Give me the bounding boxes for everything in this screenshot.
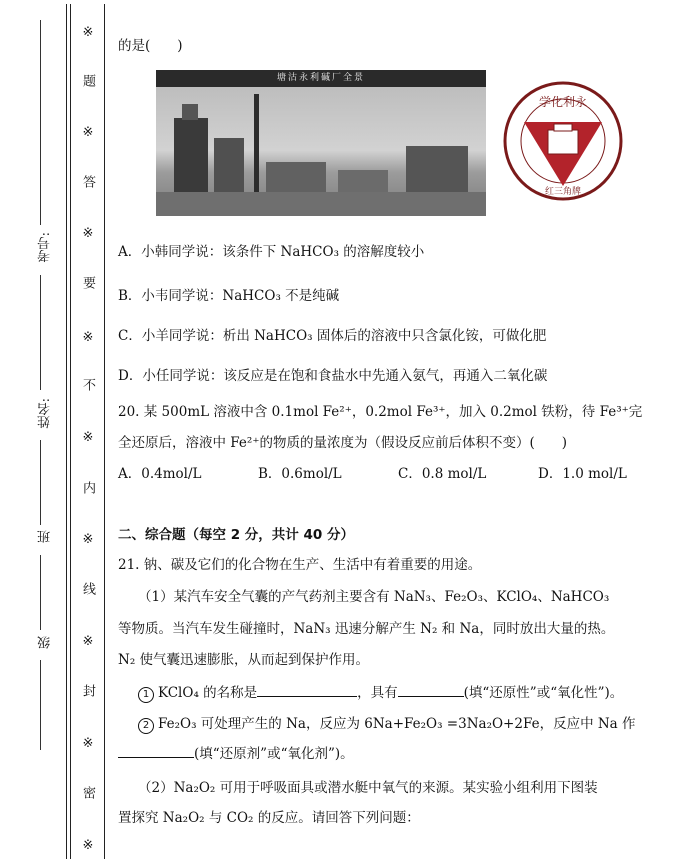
margin-mark: ※: [82, 330, 94, 345]
margin-mark: ※: [82, 532, 94, 547]
margin-mark: ※: [82, 634, 94, 649]
grade-line-top: [40, 555, 41, 630]
q21-part2-line1: （2）Na₂O₂ 可用于呼吸面具或潜水艇中氧气的来源。某实验小组利用下图装: [138, 780, 598, 796]
circled-number-1: 1: [138, 687, 154, 703]
q21-stem: 21. 钠、碳及它们的化合物在生产、生活中有着重要的用途。: [118, 557, 482, 573]
seal-char-yao: 要: [80, 276, 95, 289]
seal-char-nei: 内: [80, 481, 95, 494]
factory-tower-top: [182, 104, 198, 120]
q21-sub1: [138, 681, 623, 703]
answer-blank-na-role[interactable]: [118, 744, 194, 758]
seal-char-mi: 密: [80, 786, 95, 799]
question-intro-tail: 的是( ): [118, 38, 183, 54]
q21-sub1-text-b: ，具有: [357, 685, 398, 701]
class-line: [40, 440, 41, 525]
name-label: 姓名:: [38, 398, 53, 429]
margin-mark: ※: [82, 125, 94, 140]
margin-line-inner: [104, 4, 105, 859]
seal-char-ti: 题: [80, 74, 95, 87]
grade-line-bottom: [40, 660, 41, 750]
logo-bottom-text: 红三角牌: [544, 187, 582, 197]
q20-option-d: D．1.0 mol/L: [538, 466, 627, 482]
section-title: 二、综合题（每空 2 分，共计 40 分）: [118, 527, 354, 543]
margin-mark: ※: [82, 430, 94, 445]
option-c: C．小羊同学说：析出 NaHCO₃ 固体后的溶液中只含氯化铵，可做化肥: [118, 328, 547, 344]
q21-sub2-text-a: Fe₂O₃ 可处理产生的 Na，反应为 6Na+Fe₂O₃ =3Na₂O+2Fe，反应中 Na 作: [158, 716, 636, 732]
margin-mark: ※: [82, 25, 94, 40]
factory-ground: [156, 192, 486, 216]
seal-char-xian: 线: [80, 582, 95, 595]
factory-photo: [156, 70, 486, 216]
answer-blank-kclo4-name[interactable]: [257, 683, 357, 697]
seal-char-feng: 封: [80, 684, 95, 697]
q21-sub2-text-b: (填“还原剂”或“氧化剂”)。: [194, 746, 354, 762]
option-b: B．小韦同学说：NaHCO₃ 不是纯碱: [118, 288, 340, 304]
seal-char-bu: 不: [80, 378, 95, 391]
q21-part1-line1: （1）某汽车安全气囊的产气药剂主要含有 NaN₃、Fe₂O₃、KClO₄、NaHCO₃: [138, 589, 610, 605]
q21-part2-line2: 置探究 Na₂O₂ 与 CO₂ 的反应。请回答下列问题：: [118, 810, 420, 826]
grade-label: 级: [38, 636, 53, 649]
margin-line-outer-2: [70, 4, 71, 859]
margin-mark: ※: [82, 838, 94, 853]
q21-part1-line3: N₂ 使气囊迅速膨胀，从而起到保护作用。: [118, 652, 370, 668]
q20-option-b: B．0.6mol/L: [258, 466, 342, 482]
option-d: D．小任同学说：该反应是在饱和食盐水中先通入氨气，再通入二氧化碳: [118, 368, 548, 384]
q20-option-a: A．0.4mol/L: [118, 466, 202, 482]
q21-sub1-text-a: KClO₄ 的名称是: [158, 685, 258, 701]
class-label: 班: [38, 530, 53, 543]
q21-sub1-text-c: (填“还原性”或“氧化性”)。: [463, 685, 624, 701]
company-logo: [502, 80, 624, 202]
exam-id-label: 考号:: [38, 232, 53, 263]
margin-mark: ※: [82, 736, 94, 751]
photo-caption: 塘沽永利碱厂全景: [156, 70, 486, 87]
option-a: A．小韩同学说：该条件下 NaHCO₃ 的溶解度较小: [118, 244, 425, 260]
q21-part1-line2: 等物质。当汽车发生碰撞时，NaN₃ 迅速分解产生 N₂ 和 Na，同时放出大量的热。: [118, 621, 615, 637]
q20-option-c: C．0.8 mol/L: [398, 466, 487, 482]
name-line: [40, 275, 41, 390]
q20-line-1: 20. 某 500mL 溶液中含 0.1mol Fe²⁺，0.2mol Fe³⁺，加入 0.2mol 铁粉，待 Fe³⁺完: [118, 404, 643, 420]
exam-id-line: [40, 20, 41, 225]
q21-sub2-line2: [118, 742, 354, 762]
q21-sub2: [138, 712, 636, 734]
seal-char-da: 答: [80, 175, 95, 188]
margin-mark: ※: [82, 226, 94, 241]
logo-text: 学化利永: [538, 95, 588, 109]
circled-number-2: 2: [138, 718, 154, 734]
answer-blank-property[interactable]: [398, 683, 464, 697]
margin-line-outer: [66, 4, 67, 859]
q20-line-2: 全还原后，溶液中 Fe²⁺的物质的量浓度为（假设反应前后体积不变）( ): [118, 435, 567, 451]
